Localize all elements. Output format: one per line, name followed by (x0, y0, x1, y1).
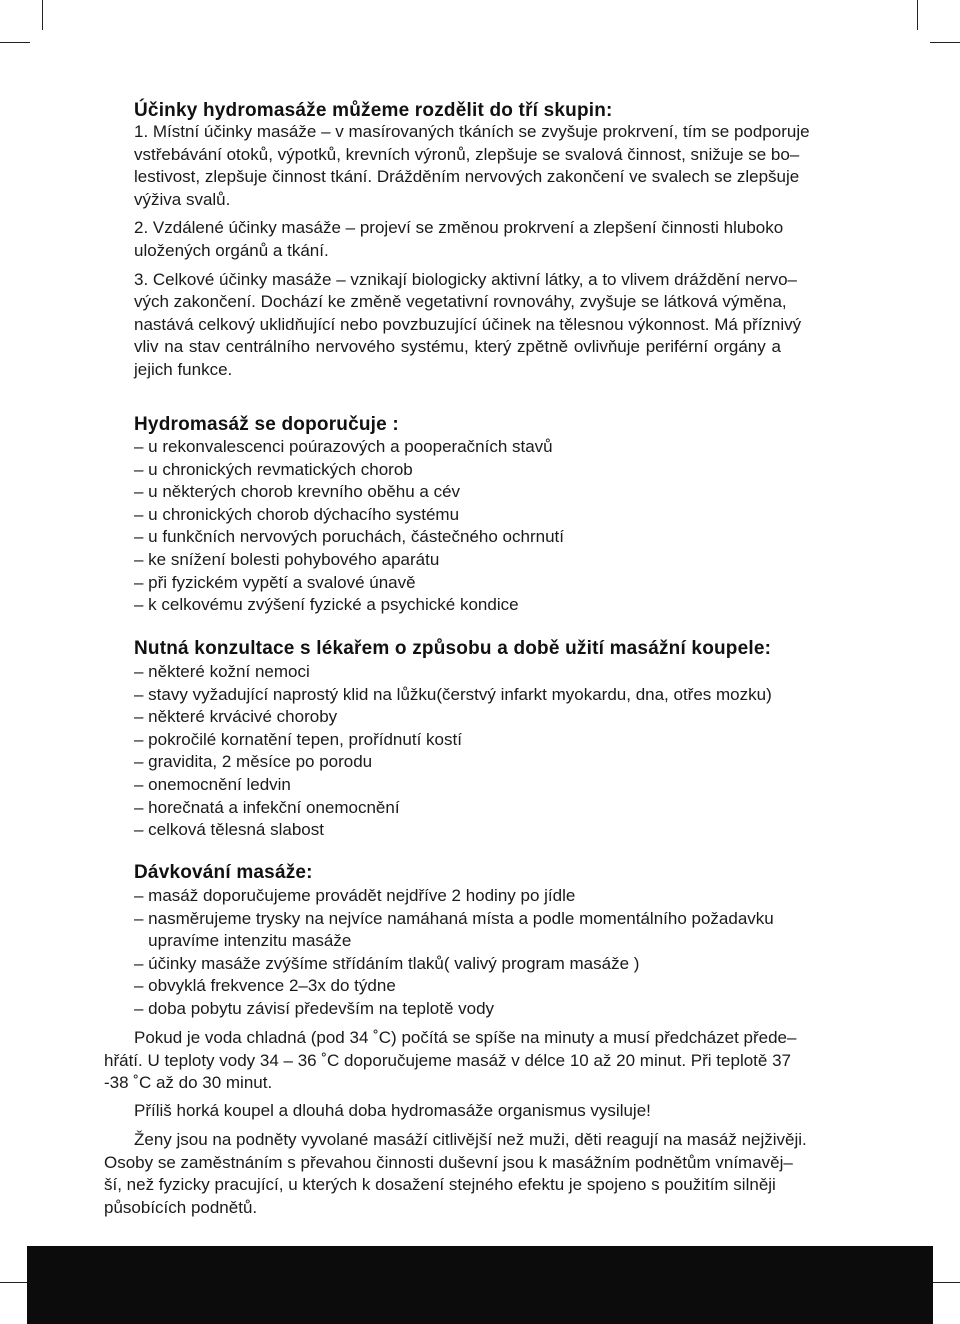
text-line: působících podnětů. (104, 1197, 258, 1217)
warning-line: Příliš horká koupel a dlouhá doba hydromasáže organismus vysiluje! (134, 1101, 651, 1120)
recommended-list (134, 436, 564, 617)
section-heading-effects: Účinky hydromasáže můžeme rozdělit do tří skupin: (134, 100, 613, 121)
list-item: upravíme intenzitu masáže (134, 931, 352, 951)
text-line: 1. Místní účinky masáže – v masírovaných tkáních se zvyšuje prokrvení, tím se podporuje (134, 122, 810, 141)
temperature-paragraph (104, 1027, 864, 1095)
list-item: – u funkčních nervových poruchách, částečného ochrnutí (134, 527, 564, 547)
text-line: Ženy jsou na podněty vyvolané masáží citlivější než muži, děti reagují na masáž nejživěji. (134, 1130, 807, 1149)
sensitivity-paragraph (104, 1129, 864, 1219)
crop-mark-bottom-right-h (930, 1282, 960, 1283)
list-item: – u chronických revmatických chorob (134, 459, 413, 479)
list-item: – účinky masáže zvýšíme střídáním tlaků( valivý program masáže ) (134, 953, 640, 973)
list-item: – u chronických chorob dýchacího systému (134, 504, 460, 524)
text-line: vých zakončení. Dochází ke změně vegetativní rovnováhy, zvyšuje se látková výměna, (134, 292, 787, 312)
paragraph-distant-effects (134, 217, 864, 262)
crop-mark-top-left-v (42, 0, 43, 30)
list-item: – u některých chorob krevního oběhu a cév (134, 482, 461, 502)
text-line: jejich funkce. (134, 359, 233, 379)
list-item: – některé krvácivé choroby (134, 707, 338, 727)
crop-mark-top-left-h (0, 42, 30, 43)
text-line: uložených orgánů a tkání. (134, 240, 329, 260)
text-line: výživa svalů. (134, 189, 231, 209)
section-heading-dosage: Dávkování masáže: (134, 862, 313, 883)
list-item: – ke snížení bolesti pohybového aparátu (134, 549, 440, 569)
text-line: 3. Celkové účinky masáže – vznikají biologicky aktivní látky, a to vlivem dráždění nervo– (134, 269, 797, 289)
text-line: vliv na stav centrálního nervového systému, který zpětně ovlivňuje periférní orgány a (134, 337, 781, 357)
list-item: – některé kožní nemoci (134, 662, 310, 681)
text-line: hřátí. U teploty vody 34 – 36 ˚C doporučujeme masáž v délce 10 až 20 minut. Při teplotě 37 (104, 1050, 791, 1070)
section-heading-recommended: Hydromasáž se doporučuje : (134, 414, 399, 435)
text-line: Pokud je voda chladná (pod 34 ˚C) počítá se spíše na minuty a musí předcházet přede– (134, 1028, 797, 1047)
list-item: – doba pobytu závisí především na teplotě vody (134, 998, 495, 1018)
list-item: – gravidita, 2 měsíce po porodu (134, 752, 373, 772)
paragraph-local-effects (134, 121, 864, 211)
list-item: – k celkovému zvýšení fyzické a psychické kondice (134, 595, 519, 615)
list-item: – stavy vyžadující naprostý klid na lůžku(čerstvý infarkt myokardu, dna, otřes mozku) (134, 684, 772, 704)
text-line: vstřebávání otoků, výpotků, krevních výronů, zlepšuje se svalová činnost, snižuje se bo– (134, 144, 800, 164)
paragraph-overall-effects (134, 269, 864, 382)
text-line: -38 ˚C až do 30 minut. (104, 1073, 273, 1093)
list-item: – u rekonvalescenci poúrazových a pooperačních stavů (134, 437, 553, 456)
list-item: – onemocnění ledvin (134, 774, 291, 794)
footer-bar (27, 1246, 933, 1324)
list-item: – pokročilé kornatění tepen, prořídnutí kostí (134, 729, 462, 749)
text-line: 2. Vzdálené účinky masáže – projeví se změnou prokrvení a zlepšení činnosti hluboko (134, 218, 784, 238)
crop-mark-top-right-h (930, 42, 960, 43)
crop-mark-bottom-left-h (0, 1282, 30, 1283)
list-item: – celková tělesná slabost (134, 820, 324, 840)
dosage-list (134, 885, 774, 1021)
effects-paragraphs (134, 121, 864, 382)
text-line: nastává celkový uklidňující nebo povzbuzující účinek na tělesnou výkonnost. Má příznivý (134, 314, 802, 334)
list-item: – masáž doporučujeme provádět nejdříve 2 hodiny po jídle (134, 886, 576, 905)
list-item: – horečnatá a infekční onemocnění (134, 797, 400, 817)
text-line: Osoby se zaměstnáním s převahou činnosti duševní jsou k masážním podnětům vnímavěj– (104, 1152, 793, 1172)
text-line: ší, než fyzicky pracující, u kterých k dosažení stejného efektu je spojeno s použitím silněji (104, 1175, 776, 1195)
consultation-list (134, 661, 772, 842)
list-item: – obvyklá frekvence 2–3x do týdne (134, 976, 396, 996)
list-item: – nasměrujeme trysky na nejvíce namáhaná místa a podle momentálního požadavku (134, 908, 774, 928)
crop-mark-top-right-v (917, 0, 918, 30)
section-heading-consultation: Nutná konzultace s lékařem o způsobu a době užití masážní koupele: (134, 638, 772, 659)
text-line: lestivost, zlepšuje činnost tkání. Drážděním nervových zakončení ve svalech se zlepšuje (134, 167, 800, 187)
list-item: – při fyzickém vypětí a svalové únavě (134, 572, 416, 592)
